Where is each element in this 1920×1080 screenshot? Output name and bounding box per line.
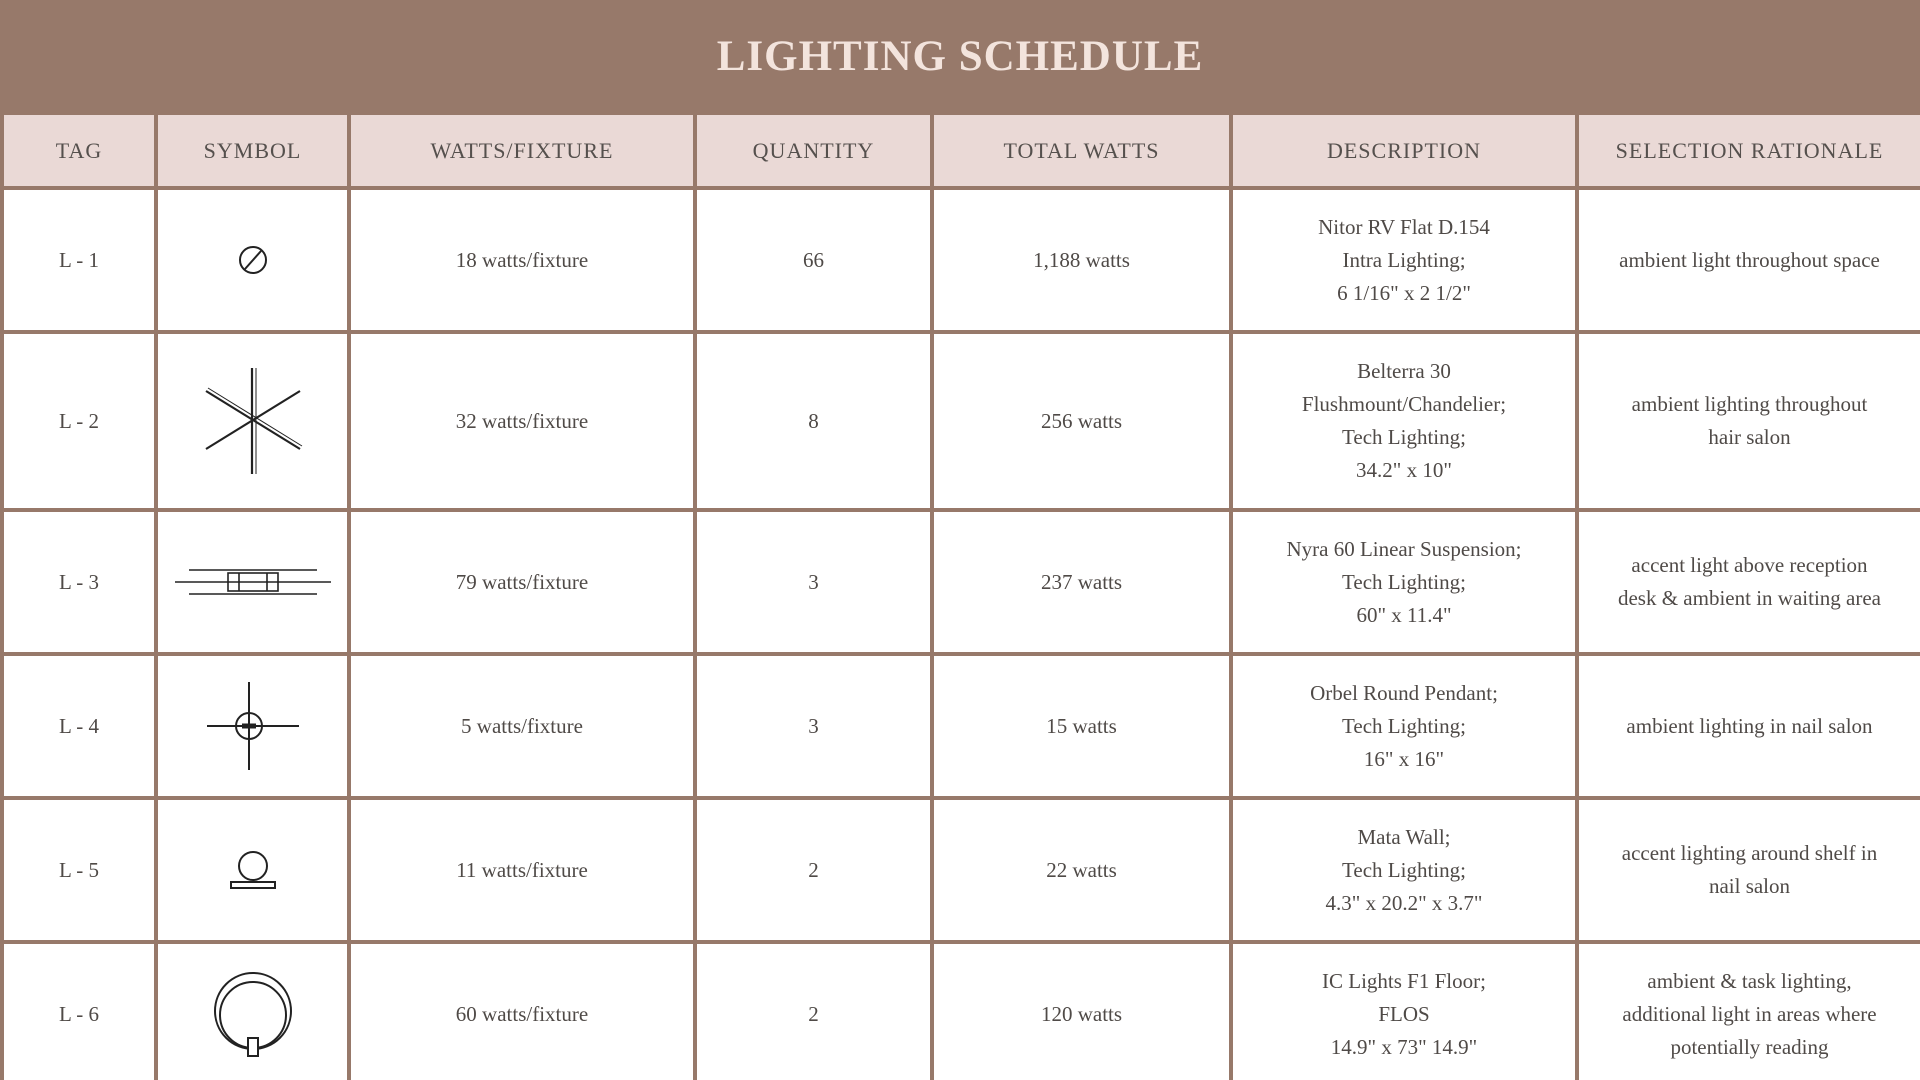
total-watts-cell: 1,188 watts xyxy=(932,188,1231,332)
symbol-cell xyxy=(156,798,349,942)
column-header-rationale: SELECTION RATIONALE xyxy=(1577,113,1920,188)
tag-cell: L - 6 xyxy=(2,942,156,1080)
wall-sconce-symbol-icon xyxy=(228,849,278,891)
symbol-cell xyxy=(156,654,349,798)
description-cell xyxy=(1231,942,1577,1080)
rationale-line: accent lighting around shelf in xyxy=(1621,841,1878,865)
symbol-cell xyxy=(156,332,349,510)
rationale-line: ambient lighting in nail salon xyxy=(1626,713,1873,738)
table-row xyxy=(2,654,1920,798)
title-band xyxy=(0,0,1920,111)
description-line: 14.9" x 73" 14.9" xyxy=(1330,1034,1478,1059)
rationale-cell xyxy=(1577,188,1920,332)
quantity-cell: 66 xyxy=(695,188,932,332)
table-row xyxy=(2,798,1920,942)
column-header-tag: TAG xyxy=(2,113,156,188)
rationale-line: ambient lighting throughout xyxy=(1631,392,1868,416)
tag-cell: L - 1 xyxy=(2,188,156,332)
column-header-watts: WATTS/FIXTURE xyxy=(349,113,695,188)
watts-cell: 32 watts/fixture xyxy=(349,332,695,510)
rationale-line: nail salon xyxy=(1708,874,1791,898)
description-line: Tech Lighting; xyxy=(1342,857,1466,882)
rationale-line: ambient & task lighting, xyxy=(1647,968,1852,993)
description-line: Belterra 30 xyxy=(1357,359,1451,383)
total-watts-cell: 256 watts xyxy=(932,332,1231,510)
rationale-cell xyxy=(1577,510,1920,654)
description-cell xyxy=(1231,654,1577,798)
floor-lamp-ring-symbol-icon xyxy=(211,970,295,1058)
linear-suspension-symbol-icon xyxy=(173,565,333,599)
description-line: 4.3" x 20.2" x 3.7" xyxy=(1325,890,1483,915)
rationale-line: desk & ambient in waiting area xyxy=(1617,586,1881,610)
symbol-cell xyxy=(156,942,349,1080)
quantity-cell: 3 xyxy=(695,654,932,798)
description-line: Flushmount/Chandelier; xyxy=(1301,392,1507,416)
description-line: Orbel Round Pendant; xyxy=(1310,680,1498,705)
rationale-line: additional light in areas where xyxy=(1622,1001,1877,1026)
table-row xyxy=(2,510,1920,654)
rationale-line: ambient light throughout space xyxy=(1619,247,1880,272)
description-line: 6 1/16" x 2 1/2" xyxy=(1337,280,1471,305)
header-row xyxy=(2,113,1920,188)
rationale-cell xyxy=(1577,942,1920,1080)
description-cell xyxy=(1231,510,1577,654)
rationale-line: accent light above reception xyxy=(1631,553,1868,577)
total-watts-cell: 237 watts xyxy=(932,510,1231,654)
chandelier-asterisk-symbol-icon xyxy=(198,363,308,479)
description-line: IC Lights F1 Floor; xyxy=(1322,968,1486,993)
description-cell xyxy=(1231,332,1577,510)
description-cell xyxy=(1231,798,1577,942)
watts-cell: 11 watts/fixture xyxy=(349,798,695,942)
watts-cell: 18 watts/fixture xyxy=(349,188,695,332)
watts-cell: 5 watts/fixture xyxy=(349,654,695,798)
tag-cell: L - 4 xyxy=(2,654,156,798)
circle-slash-symbol-icon xyxy=(233,240,273,280)
watts-cell: 79 watts/fixture xyxy=(349,510,695,654)
description-line: FLOS xyxy=(1378,1001,1430,1026)
quantity-cell: 2 xyxy=(695,798,932,942)
watts-cell: 60 watts/fixture xyxy=(349,942,695,1080)
symbol-cell xyxy=(156,188,349,332)
description-line: Tech Lighting; xyxy=(1342,713,1466,738)
rationale-line: potentially reading xyxy=(1670,1034,1829,1059)
tag-cell: L - 3 xyxy=(2,510,156,654)
total-watts-cell: 15 watts xyxy=(932,654,1231,798)
quantity-cell: 2 xyxy=(695,942,932,1080)
lighting-schedule-table xyxy=(0,111,1920,1080)
column-header-symbol: SYMBOL xyxy=(156,113,349,188)
rationale-line: hair salon xyxy=(1708,425,1791,449)
rationale-cell xyxy=(1577,798,1920,942)
tag-cell: L - 5 xyxy=(2,798,156,942)
page-title: LIGHTING SCHEDULE xyxy=(716,33,1204,80)
table-row xyxy=(2,188,1920,332)
tag-cell: L - 2 xyxy=(2,332,156,510)
description-line: Tech Lighting; xyxy=(1342,425,1466,449)
description-cell xyxy=(1231,188,1577,332)
description-line: 34.2" x 10" xyxy=(1356,458,1452,482)
rationale-cell xyxy=(1577,654,1920,798)
description-line: 60" x 11.4" xyxy=(1356,602,1452,627)
description-line: 16" x 16" xyxy=(1363,746,1445,771)
column-header-total-watts: TOTAL WATTS xyxy=(932,113,1231,188)
description-line: Intra Lighting; xyxy=(1342,247,1466,272)
table-row xyxy=(2,332,1920,510)
pendant-crosshair-symbol-icon xyxy=(205,680,301,772)
quantity-cell: 3 xyxy=(695,510,932,654)
total-watts-cell: 22 watts xyxy=(932,798,1231,942)
table-row xyxy=(2,942,1920,1080)
column-header-description: DESCRIPTION xyxy=(1231,113,1577,188)
quantity-cell: 8 xyxy=(695,332,932,510)
symbol-cell xyxy=(156,510,349,654)
description-line: Nitor RV Flat D.154 xyxy=(1318,214,1490,239)
total-watts-cell: 120 watts xyxy=(932,942,1231,1080)
rationale-cell xyxy=(1577,332,1920,510)
column-header-quantity: QUANTITY xyxy=(695,113,932,188)
description-line: Tech Lighting; xyxy=(1342,569,1466,594)
description-line: Mata Wall; xyxy=(1357,824,1451,849)
description-line: Nyra 60 Linear Suspension; xyxy=(1286,536,1522,561)
